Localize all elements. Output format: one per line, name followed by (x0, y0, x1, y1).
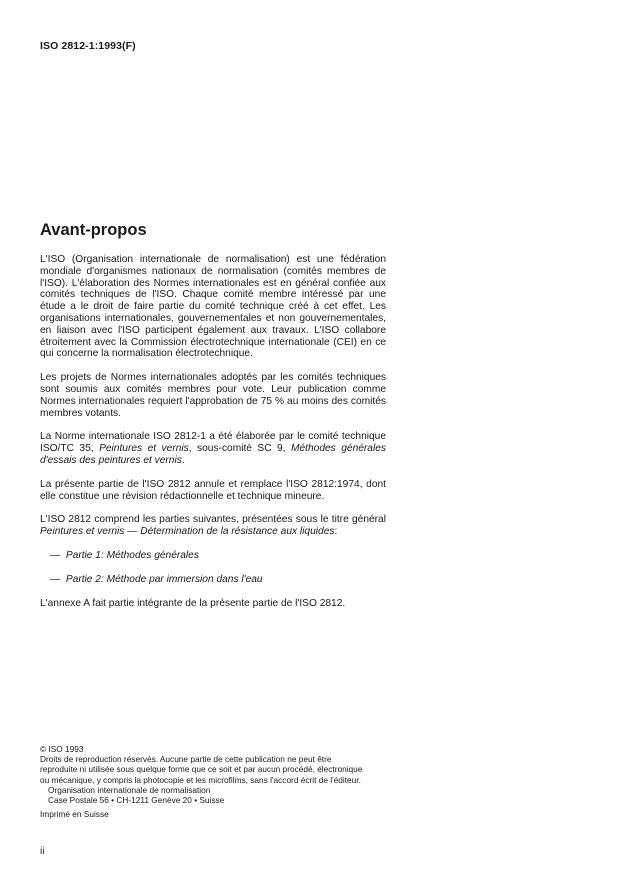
paragraph-committee-text-3: . (181, 454, 185, 466)
paragraph-committee-title-1: Peintures et vernis (99, 443, 189, 455)
paragraph-iso-intro: L'ISO (Organisation internationale de normalisation) est une fédération mondiale d'organismes nationaux de normalisation (comités membres de l'ISO). L'élaboration des Normes internationales est en général confiée aux comités techniques de l'ISO. Chaque comité membre intéressé par une étude a le droit de faire partie du comité technique créé à cet effet. Les organisations internationales, gouvernementales et non gouvernementales, en liaison avec l'ISO participent également aux travaux. L'ISO collabore étroitement avec la Commission électrotechnique internationale (CEI) en ce qui concerne la normalisation électrotechnique. (40, 254, 386, 360)
paragraph-parts-text-1: L'ISO 2812 comprend les parties suivantes, présentées sous le titre général (40, 514, 386, 526)
copyright-block (40, 744, 370, 819)
copyright-printed-in: Imprimé en Suisse (40, 809, 109, 820)
copyright-rights: Droits de reproduction réservés. Aucune partie de cette publication ne peut être reproduite ni utilisée sous quelque forme que ce soit et par aucun procédé, électronique ou mécanique, y compris la photocopie et les microfilms, sans l'accord écrit de l'éditeur. (40, 754, 363, 785)
paragraph-parts-general-title: Peintures et vernis — Détermination de la résistance aux liquides (40, 526, 335, 538)
paragraph-replacement: La présente partie de l'ISO 2812 annule et remplace l'ISO 2812:1974, dont elle constitue une révision rédactionnelle et technique mineure. (40, 478, 386, 502)
paragraph-voting: Les projets de Normes internationales adoptés par les comités techniques sont soumis aux comités membres pour vote. Leur publication comme Normes internationales requiert l'approbation de 75 % au moins des comités membres votants. (40, 372, 386, 419)
page-number: ii (40, 846, 45, 857)
paragraph-committee (40, 431, 386, 466)
copyright-address: Case Postale 56 • CH-1211 Genève 20 • Suisse (48, 795, 225, 806)
list-item-text: Partie 1: Méthodes générales (65, 549, 199, 561)
copyright-organisation: Organisation internationale de normalisation (48, 784, 211, 795)
list-dash: — (50, 573, 61, 585)
foreword-body (40, 254, 386, 621)
list-item-text: Partie 2: Méthode par immersion dans l'eau (65, 573, 263, 585)
list-item (50, 550, 386, 562)
paragraph-annex: L'annexe A fait partie intégrante de la présente partie de l'ISO 2812. (40, 597, 346, 609)
paragraph-committee-title-2: Méthodes générales d'essais des peintures et vernis (40, 443, 386, 466)
paragraph-parts-text-2: : (334, 526, 338, 538)
standard-identifier: ISO 2812-1:1993(F) (40, 40, 136, 52)
paragraph-parts (40, 514, 386, 538)
paragraph-committee-text-1: La Norme internationale ISO 2812-1 a été élaborée par le comité technique ISO/TC 35, (40, 431, 386, 455)
list-dash: — (50, 549, 61, 561)
list-item (50, 574, 386, 586)
paragraph-committee-text-2: , sous-comité SC 9, (188, 443, 292, 455)
section-title: Avant-propos (40, 221, 147, 239)
copyright-notice: © ISO 1993 (40, 744, 84, 754)
